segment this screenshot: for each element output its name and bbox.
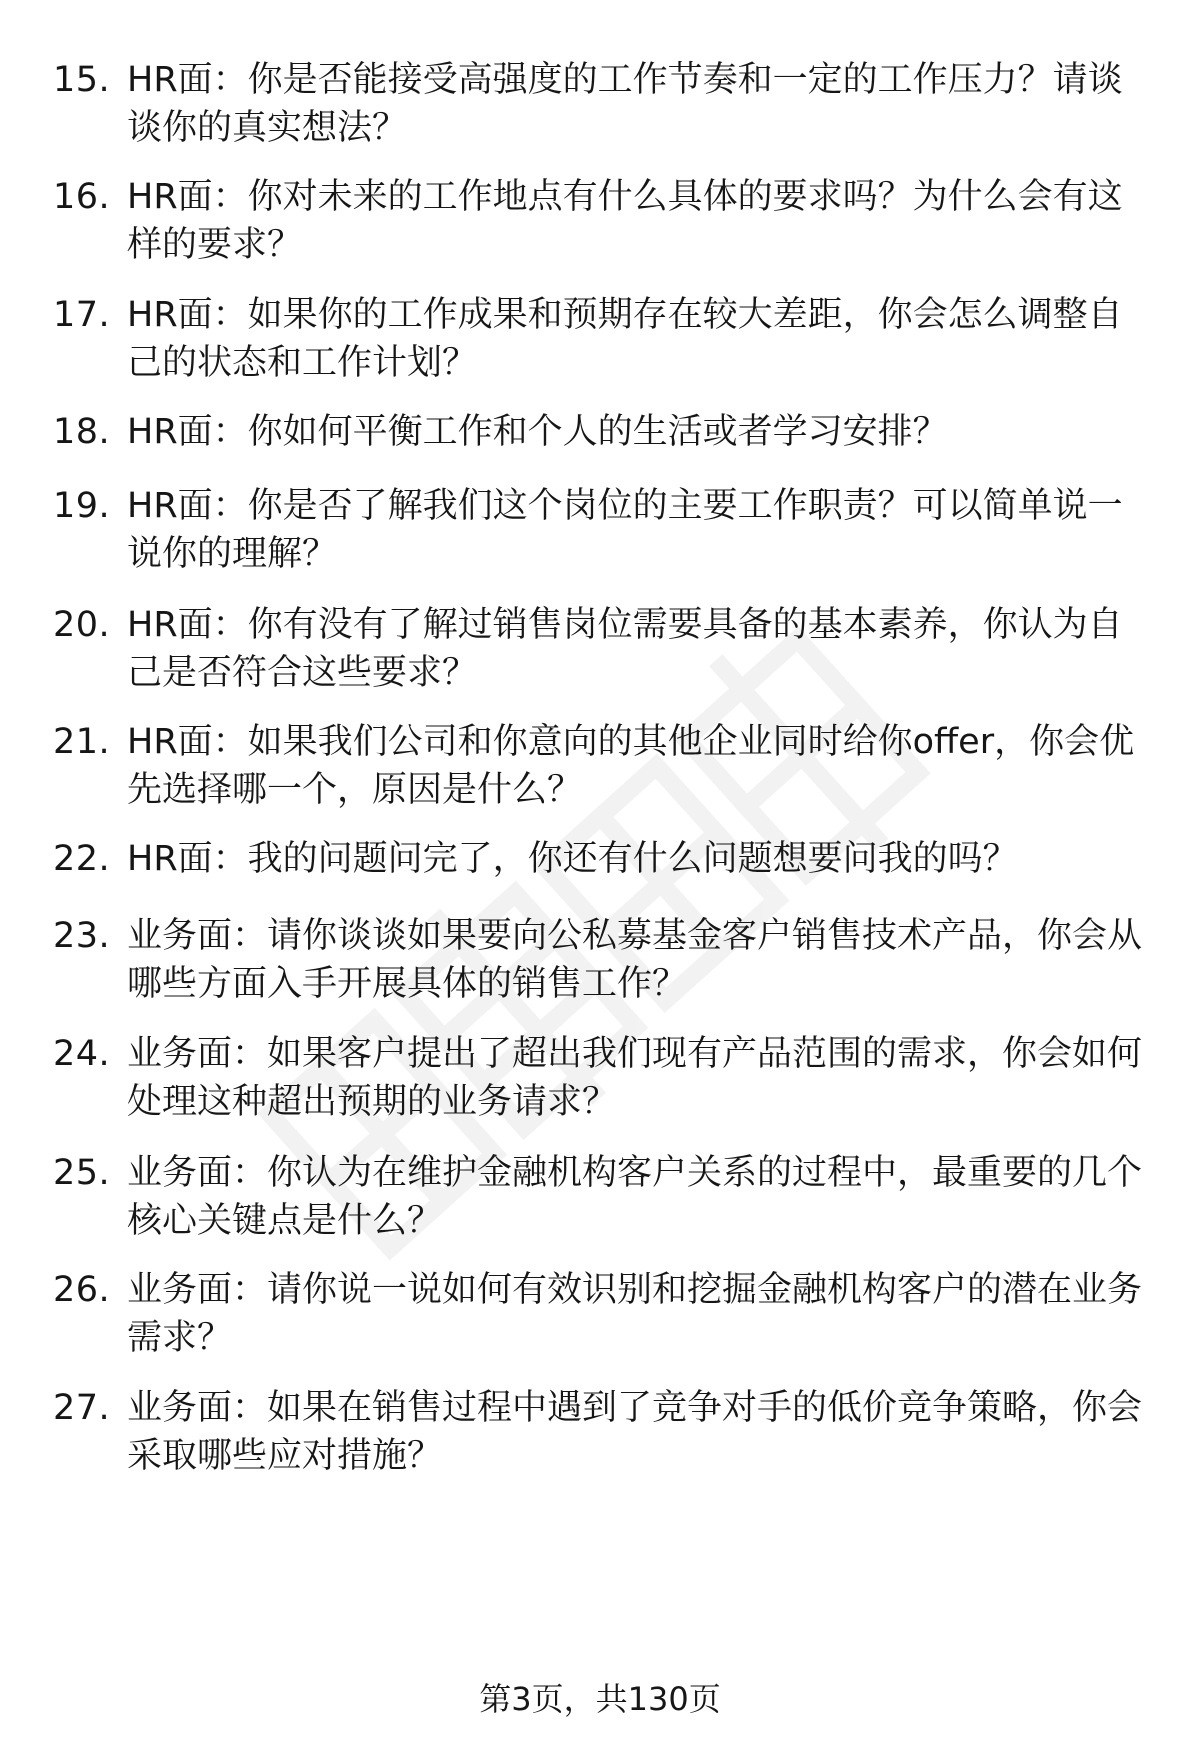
question-text: 业务面：请你说一说如何有效识别和挖掘金融机构客户的潜在业务需求？: [127, 1270, 1143, 1358]
question-number: 25.: [53, 1153, 111, 1193]
question-text: 业务面：如果在销售过程中遇到了竞争对手的低价竞争策略，你会采取哪些应对措施？: [127, 1388, 1143, 1476]
question-number: 26.: [53, 1270, 111, 1310]
question-text: HR面：你是否了解我们这个岗位的主要工作职责？可以简单说一说你的理解？: [127, 486, 1123, 574]
question-text: HR面：你有没有了解过销售岗位需要具备的基本素养，你认为自己是否符合这些要求？: [127, 605, 1123, 693]
question-number: 27.: [53, 1388, 111, 1428]
question-text: HR面：如果你的工作成果和预期存在较大差距，你会怎么调整自己的状态和工作计划？: [127, 295, 1123, 383]
question-number: 18.: [53, 412, 111, 452]
question-text: HR面：如果我们公司和你意向的其他企业同时给你offer，你会优先选择哪一个，原因是什么？: [127, 722, 1135, 810]
question-text: HR面：我的问题问完了，你还有什么问题想要问我的吗？: [127, 839, 1018, 879]
question-number: 24.: [53, 1034, 111, 1074]
question-number: 17.: [53, 295, 111, 335]
question-text: HR面：你如何平衡工作和个人的生活或者学习安排？: [127, 412, 948, 452]
page-number-footer: 第3页，共130页: [479, 1680, 721, 1718]
question-number: 19.: [53, 486, 111, 526]
question-number: 15.: [53, 60, 111, 100]
question-text: HR面：你对未来的工作地点有什么具体的要求吗？为什么会有这样的要求？: [127, 177, 1123, 265]
question-text: 业务面：你认为在维护金融机构客户关系的过程中，最重要的几个核心关键点是什么？: [127, 1153, 1143, 1241]
question-number: 22.: [53, 839, 111, 879]
question-number: 20.: [53, 605, 111, 645]
question-text: 业务面：如果客户提出了超出我们现有产品范围的需求，你会如何处理这种超出预期的业务请求？: [127, 1034, 1143, 1122]
question-number: 16.: [53, 177, 111, 217]
question-number: 21.: [53, 722, 111, 762]
question-number: 23.: [53, 916, 111, 956]
question-text: 业务面：请你谈谈如果要向公私募基金客户销售技术产品，你会从哪些方面入手开展具体的销售工作？: [127, 916, 1143, 1004]
question-text: HR面：你是否能接受高强度的工作节奏和一定的工作压力？请谈谈你的真实想法？: [127, 60, 1123, 148]
